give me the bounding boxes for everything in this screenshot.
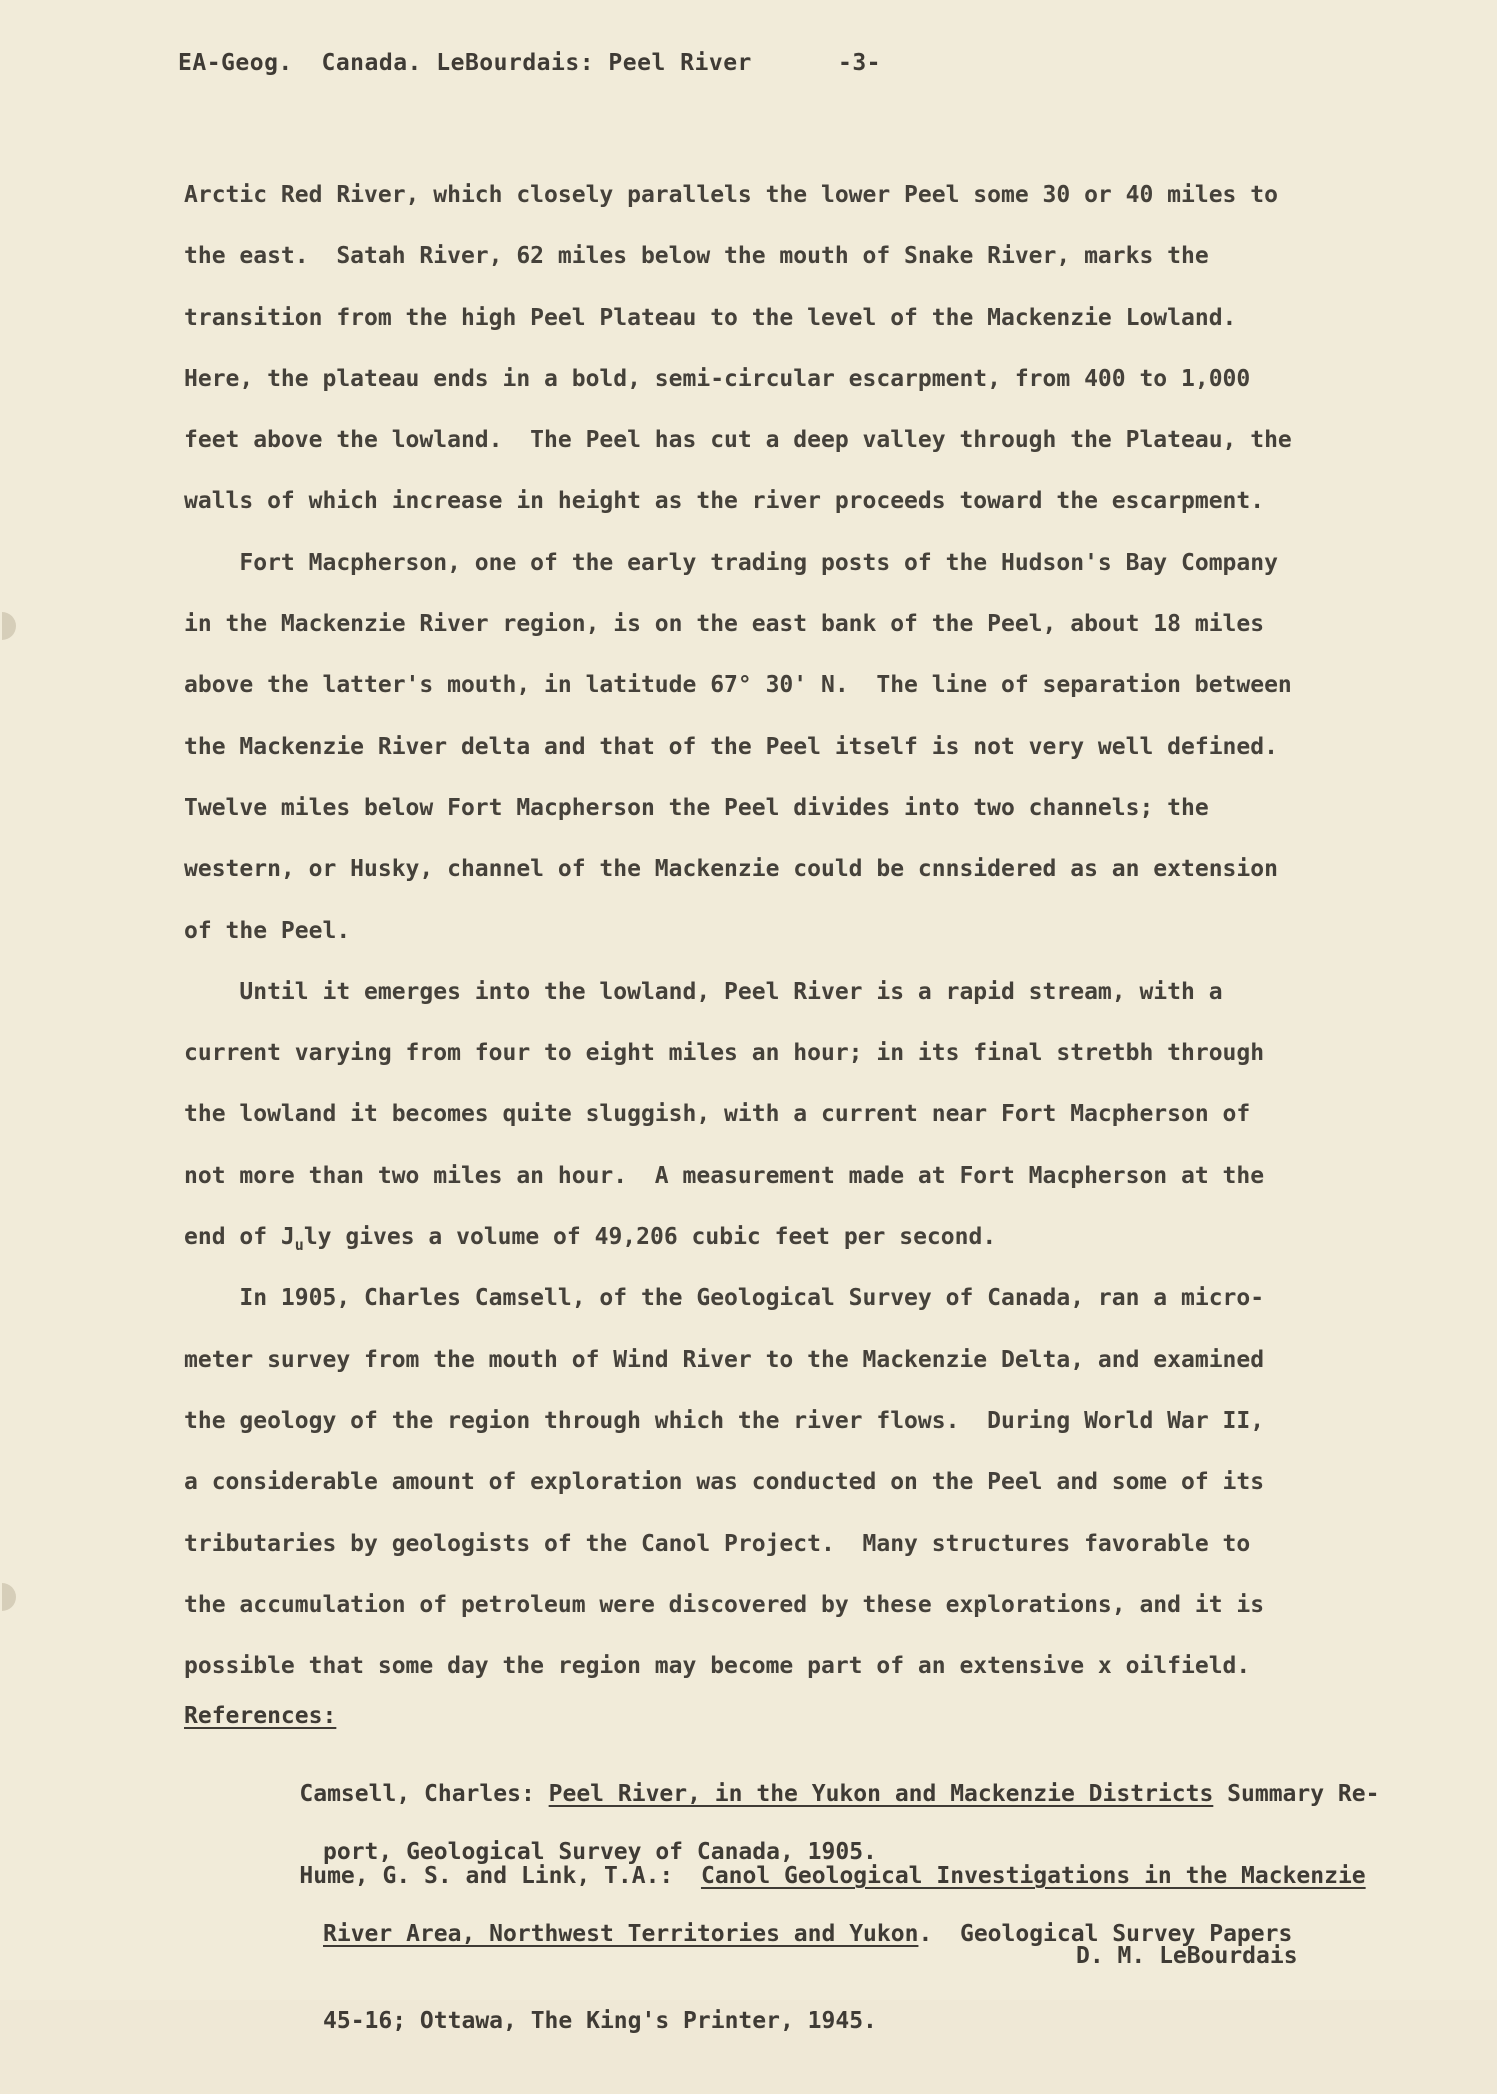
text-line: the geology of the region through which the river flows. During World War II,	[184, 1407, 1265, 1434]
paragraph-4	[184, 1268, 1414, 1697]
text-line: tributaries by geologists of the Canol Project. Many structures favorable to	[184, 1530, 1251, 1557]
text-fragment: ly gives a volume of 49,206 cubic feet per second.	[303, 1224, 997, 1251]
text-line: the Mackenzie River delta and that of the Peel itself is not very well defined.	[184, 733, 1278, 760]
reference-title-continuation: River Area, Northwest Territories and Yukon	[323, 1921, 919, 1947]
reference-author: Hume, G. S. and Link, T.A.:	[299, 1863, 701, 1889]
text-line: Here, the plateau ends in a bold, semi-circular escarpment, from 400 to 1,000	[184, 365, 1251, 392]
text-line-july	[184, 1207, 1414, 1268]
text-line: meter survey from the mouth of Wind River to the Mackenzie Delta, and examined	[184, 1346, 1265, 1373]
text-line: of the Peel.	[184, 917, 351, 944]
reference-title: Canol Geological Investigations in the Mackenzie	[700, 1863, 1366, 1889]
page-header: EA-Geog. Canada. LeBourdais: Peel River -3-	[178, 50, 882, 76]
text-line: In 1905, Charles Camsell, of the Geological Survey of Canada, ran a micro-	[184, 1285, 1265, 1312]
paragraph-2	[184, 533, 1414, 962]
text-line: the east. Satah River, 62 miles below the mouth of Snake River, marks the	[184, 243, 1209, 270]
text-line: Twelve miles below Fort Macpherson the Peel divides into two channels; the	[184, 794, 1209, 821]
reference-continuation: 45-16; Ottawa, The King's Printer, 1945.	[323, 2008, 877, 2034]
reference-source: Summary Re-	[1213, 1781, 1380, 1807]
subscript-letter: u	[294, 1236, 304, 1255]
text-line: a considerable amount of exploration was conducted on the Peel and some of its	[184, 1469, 1265, 1496]
text-line: western, or Husky, channel of the Mackenzie could be cnnsidered as an extension	[184, 856, 1278, 883]
references-heading: References:	[184, 1703, 337, 1729]
reference-author: Camsell, Charles:	[299, 1781, 549, 1807]
punch-hole	[2, 612, 16, 640]
text-line: in the Mackenzie River region, is on the east bank of the Peel, about 18 miles	[184, 611, 1265, 638]
reference-source: . Geological Survey Papers	[918, 1921, 1293, 1947]
text-line: above the latter's mouth, in latitude 67° 30' N. The line of separation between	[184, 672, 1292, 699]
text-line: current varying from four to eight miles an hour; in its final stretbh through	[184, 1040, 1265, 1067]
reference-continuation: port, Geological Survey of Canada, 1905.	[323, 1839, 877, 1865]
text-line: feet above the lowland. The Peel has cut a deep valley through the Plateau, the	[184, 427, 1292, 454]
text-line: possible that some day the region may become part of an extensive x oilfield.	[184, 1653, 1251, 1680]
text-line: walls of which increase in height as the river proceeds toward the escarpment.	[184, 488, 1265, 515]
text-fragment: end of J	[184, 1224, 295, 1251]
text-line: Until it emerges into the lowland, Peel River is a rapid stream, with a	[184, 978, 1223, 1005]
text-line: transition from the high Peel Plateau to the level of the Mackenzie Lowland.	[184, 304, 1237, 331]
text-line: the lowland it becomes quite sluggish, with a current near Fort Macpherson of	[184, 1101, 1251, 1128]
punch-hole	[2, 1583, 16, 1611]
reference-title: Peel River, in the Yukon and Mackenzie Districts	[548, 1781, 1214, 1807]
text-line: Arctic Red River, which closely parallels the lower Peel some 30 or 40 miles to	[184, 182, 1278, 208]
text-line: Fort Macpherson, one of the early trading posts of the Hudson's Bay Company	[184, 549, 1278, 576]
text-line: the accumulation of petroleum were discovered by these explorations, and it is	[184, 1591, 1265, 1618]
text-line: not more than two miles an hour. A measurement made at Fort Macpherson at the	[184, 1162, 1265, 1189]
paragraph-1	[184, 165, 1414, 533]
body-text	[184, 165, 1414, 1697]
signature: D. M. LeBourdais	[1076, 1943, 1298, 1969]
paragraph-3	[184, 962, 1414, 1268]
